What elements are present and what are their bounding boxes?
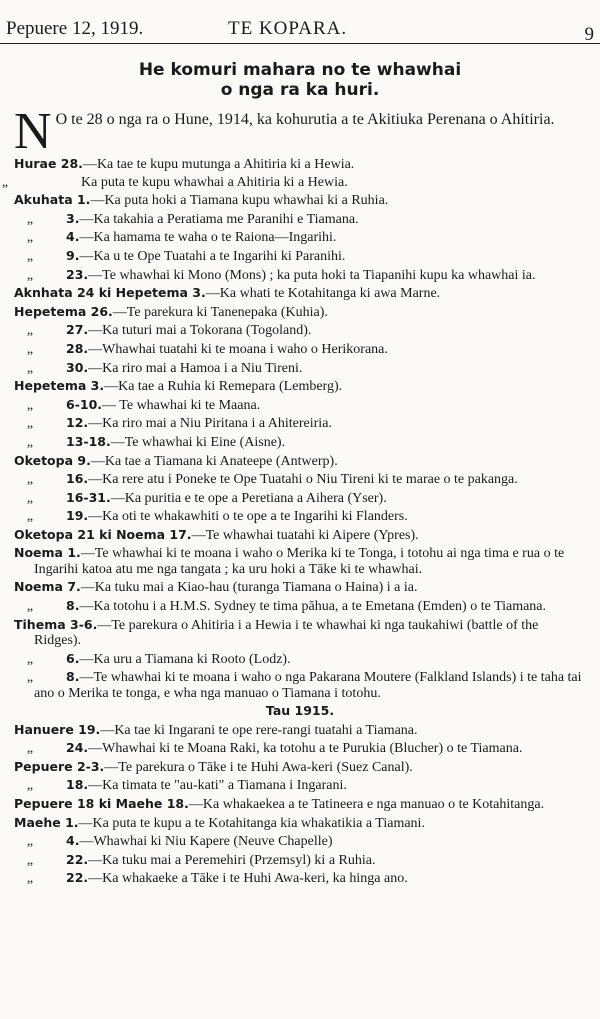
ditto-mark: „ — [26, 741, 34, 757]
entry-text: —Ka uru a Tiamana ki Rooto (Lodz). — [79, 651, 291, 667]
entry-date-label: Akuhata 1. — [14, 192, 91, 208]
entry-text: —Ka takahia a Peratiama me Paranihi e Tiamana. — [79, 211, 359, 227]
entry-text: —Whawhai tuatahi ki te moana i waho o Herikorana. — [88, 341, 388, 357]
ditto-mark: „ — [26, 509, 34, 525]
entry-text: —Ka riro mai a Niu Piritana i a Ahitereiria. — [88, 416, 332, 432]
publication-name: TE KOPARA. — [228, 18, 348, 39]
chronology-entry — [14, 740, 586, 756]
ditto-mark: „ — [26, 211, 34, 227]
ditto-mark: „ — [26, 490, 34, 506]
chronology-entry — [14, 598, 586, 614]
entry-date-label: Noema 1. — [14, 545, 81, 561]
entry-day-label: 24. — [66, 740, 89, 756]
ditto-mark: „ — [26, 778, 34, 794]
chronology-entry — [14, 796, 586, 812]
entry-day-label: 22. — [66, 870, 89, 886]
ditto-mark: „ — [26, 871, 34, 887]
chronology-entry — [14, 229, 586, 245]
ditto-mark: „ — [26, 599, 34, 615]
ditto-mark: „ — [26, 341, 34, 357]
entry-day-label: 13-18. — [66, 433, 111, 449]
entry-day-label: 4. — [66, 833, 80, 849]
entry-date-label: Noema 7. — [14, 579, 81, 595]
ditto-mark: „ — [26, 416, 34, 432]
chronology-entry — [14, 156, 586, 172]
entry-text: —Ka riro mai a Hamoa i a Niu Tireni. — [88, 360, 303, 376]
entry-text: —Whawhai ki te Moana Raki, ka totohu a te Purukia (Blucher) o te Tiamana. — [88, 741, 523, 757]
entry-text: —Te parekura o Tāke i te Huhi Awa-keri (Suez Canal). — [104, 759, 413, 775]
entry-text: —Whawhai ki Niu Kapere (Neuve Chapelle) — [79, 834, 333, 850]
chronology-entry — [14, 669, 586, 701]
entry-text: —Ka tae a Tiamana ki Anateepe (Antwerp). — [90, 453, 338, 469]
entry-text: —Ka tuku mai a Peremehiri (Przemsyl) ki a Ruhia. — [88, 852, 376, 868]
entry-date-label: Oketopa 9. — [14, 452, 91, 468]
chronology-entry — [1, 174, 586, 190]
title-line-2: o nga ra ka huri. — [220, 80, 380, 100]
chronology-entry — [14, 471, 586, 487]
entry-text: —Ka rere atu i Poneke te Ope Tuatahi o Niu Tireni ki te marae o te pakanga. — [88, 472, 518, 488]
chronology-entry — [14, 453, 586, 469]
header-rule — [0, 43, 600, 44]
chronology-entry — [14, 777, 586, 793]
entry-day-label: 4. — [66, 229, 80, 245]
entry-text: —Ka u te Ope Tuatahi a te Ingarihi ki Paranihi. — [79, 248, 346, 264]
entry-text: —Ka tuturi mai a Tokorana (Togoland). — [88, 323, 312, 339]
ditto-mark: „ — [26, 397, 34, 413]
year-heading: Tau 1915. — [265, 703, 335, 719]
chronology-entry — [14, 341, 586, 357]
ditto-mark: „ — [26, 434, 34, 450]
entry-date-label: Pepuere 2-3. — [14, 758, 105, 774]
entry-text: —Ka puta te kupu a te Kotahitanga kia whakatikia a Tiamani. — [78, 815, 425, 831]
entry-text: —Ka whakaeke a Tāke i te Huhi Awa-keri, ka hinga ano. — [88, 871, 408, 887]
chronology-entry — [14, 304, 586, 320]
chronology-entry — [14, 815, 586, 831]
entry-text: —Ka tae te kupu mutunga a Ahitiria ki a Hewia. — [82, 157, 355, 172]
entry-text: Ka puta te kupu whawhai a Ahitiria ki a Hewia. — [81, 174, 348, 190]
entry-text: —Te whawhai tuatahi ki Aipere (Ypres). — [191, 527, 419, 543]
entry-text: —Te parekura ki Tanenepaka (Kuhia). — [112, 304, 328, 320]
ditto-mark: „ — [26, 472, 34, 488]
title-line-1: He komuri mahara no te whawhai — [138, 60, 462, 80]
chronology-entry — [14, 397, 586, 413]
ditto-mark: „ — [1, 174, 9, 190]
ditto-mark: „ — [26, 360, 34, 376]
entry-text: —Te whawhai ki te moana i waho o nga Pakarana Moutere (Falkland Islands) i te taha tai ano o Merika te tonga, e wha nga manuao o Tiamana i totohu. — [34, 670, 582, 701]
chronology-entry — [14, 378, 586, 394]
ditto-mark: „ — [26, 651, 34, 667]
entry-day-label: 22. — [66, 851, 89, 867]
chronology-entry — [14, 617, 586, 649]
chronology-entry — [14, 267, 586, 283]
intro-paragraph — [14, 103, 574, 160]
entry-day-label: 8. — [66, 669, 80, 685]
issue-date: Pepuere 12, 1919. — [6, 18, 144, 39]
entry-text: —Ka puta hoki a Tiamana kupu whawhai ki a Ruhia. — [90, 193, 389, 209]
chronology-entry — [14, 434, 586, 450]
ditto-mark: „ — [26, 267, 34, 283]
entry-text: —Ka whakaekea a te Tatineera e nga manuao o te Kotahitanga. — [188, 797, 545, 813]
ditto-mark: „ — [26, 323, 34, 339]
page-header — [6, 14, 594, 45]
ditto-mark: „ — [26, 248, 34, 264]
entry-day-label: 6. — [66, 650, 80, 666]
chronology-list — [1, 156, 586, 889]
entry-text: —Ka oti te whakawhiti o te ope a te Ingarihi ki Flanders. — [88, 509, 408, 525]
page-number: 9 — [584, 24, 594, 45]
chronology-entry — [14, 852, 586, 868]
chronology-entry — [14, 415, 586, 431]
chronology-entry — [14, 759, 586, 775]
chronology-entry — [14, 211, 586, 227]
entry-day-label: 28. — [66, 340, 89, 356]
entry-day-label: 18. — [66, 777, 89, 793]
entry-text: —Ka totohu i a H.M.S. Sydney te tima pāhua, a te Emetana (Emden) o te Tiamana. — [79, 599, 547, 615]
entry-date-label: Hepetema 3. — [14, 378, 105, 394]
entry-text: —Ka whati te Kotahitanga ki awa Marne. — [205, 286, 441, 302]
entry-text: —Te parekura o Ahitiria i a Hewia i te whawhai ki nga taukahiwi (battle of the Ridges). — [34, 617, 539, 649]
entry-text: —Ka tae ki Ingarani te ope rere-rangi tuatahi a Tiamana. — [100, 722, 418, 738]
ditto-mark: „ — [26, 230, 34, 246]
intro-text: O te 28 o nga ra o Hune, 1914, ka kohurutia a te Akitiuka Perenana o Ahitiria. — [55, 111, 555, 128]
entry-day-label: 12. — [66, 415, 89, 431]
chronology-entry — [14, 360, 586, 376]
entry-date-label: Hurae 28. — [14, 156, 83, 171]
entry-text: —Ka tae a Ruhia ki Remepara (Lemberg). — [104, 379, 343, 395]
chronology-entry — [14, 722, 586, 738]
entry-day-label: 19. — [66, 508, 89, 524]
entry-date-label: Maehe 1. — [14, 814, 79, 830]
chronology-entry — [14, 285, 586, 301]
chronology-entry — [14, 651, 586, 667]
ditto-mark: „ — [26, 852, 34, 868]
entry-text: —Ka tuku mai a Kiao-hau (turanga Tiamana o Haina) i a ia. — [80, 580, 418, 596]
entry-day-label: 6-10. — [66, 396, 103, 412]
chronology-entry — [14, 527, 586, 543]
entry-text: —Te whawhai ki Mono (Mons) ; ka puta hoki ta Tiapanihi kupu ka whawhai ia. — [88, 267, 536, 283]
chronology-entry — [14, 248, 586, 264]
ditto-mark: „ — [26, 670, 34, 686]
entry-date-label: Pepuere 18 ki Maehe 18. — [14, 796, 189, 812]
entry-date-label: Tihema 3-6. — [14, 616, 98, 632]
chronology-entry — [14, 508, 586, 524]
entry-day-label: 3. — [66, 210, 80, 226]
entry-text: —Te whawhai ki te moana i waho o Merika ki te Tonga, i totohu ai nga tima e rua o te Ingarihi katoa atu me nga tangata ; ka uru hoki a Tāke ki te whawhai. — [34, 546, 565, 577]
drop-cap: N — [14, 103, 52, 160]
ditto-mark: „ — [26, 834, 34, 850]
entry-text: —Ka timata te "au-kati" a Tiamana i Ingarani. — [88, 778, 347, 794]
entry-date-label: Hanuere 19. — [14, 721, 101, 737]
entry-day-label: 9. — [66, 247, 80, 263]
chronology-entry — [14, 545, 586, 577]
entry-text: —Ka hamama te waha o te Raiona—Ingarihi. — [79, 230, 337, 246]
entry-text: —Te whawhai ki Eine (Aisne). — [110, 434, 286, 450]
chronology-entry — [14, 870, 586, 886]
entry-date-label: Hepetema 26. — [14, 303, 113, 319]
chronology-entry — [14, 192, 586, 208]
chronology-entry — [14, 833, 586, 849]
entry-date-label: Aknhata 24 ki Hepetema 3. — [14, 285, 206, 301]
entry-day-label: 16. — [66, 471, 89, 487]
entry-date-label: Oketopa 21 ki Noema 17. — [14, 526, 192, 542]
entry-day-label: 30. — [66, 359, 89, 375]
entry-day-label: 27. — [66, 322, 89, 338]
entry-day-label: 23. — [66, 266, 89, 282]
entry-text: — Te whawhai ki te Maana. — [102, 397, 261, 413]
chronology-entry — [14, 490, 586, 506]
entry-day-label: 8. — [66, 598, 80, 614]
article-title — [0, 60, 600, 100]
chronology-entry — [14, 322, 586, 338]
entry-text: —Ka puritia e te ope a Peretiana a Aihera (Yser). — [110, 490, 387, 506]
chronology-entry — [14, 579, 586, 595]
entry-day-label: 16-31. — [66, 489, 111, 505]
